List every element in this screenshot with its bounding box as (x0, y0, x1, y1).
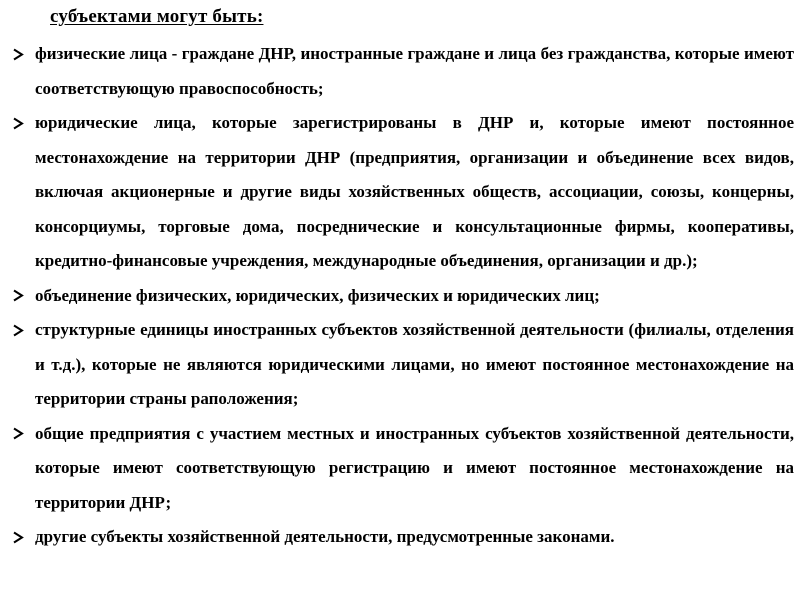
arrowhead-bullet-icon (10, 279, 26, 314)
list-item (0, 417, 800, 521)
section-heading: субъектами могут быть: (50, 6, 264, 27)
list-item-text: структурные единицы иностранных субъектов хозяйственной деятельности (филиалы, отделения и т.д.), которые не являются юридическими лицами, но имеют постоянное местонахождение на территории страны раположения; (35, 320, 794, 408)
list-item-text: физические лица - граждане ДНР, иностранные граждане и лица без гражданства, которые имеют соответствующую правоспособность; (35, 44, 794, 98)
list-item-text: общие предприятия с участием местных и иностранных субъектов хозяйственной деятельности, которые имеют соответствующую регистрацию и имеют постоянное местонахождение на территории ДНР; (35, 423, 794, 512)
arrowhead-bullet-icon (10, 106, 26, 141)
list-item (0, 520, 800, 555)
arrowhead-bullet-icon (10, 37, 26, 72)
arrowhead-bullet-icon (10, 417, 26, 452)
arrowhead-bullet-icon (10, 313, 26, 348)
list-item-text: объединение физических, юридических, физических и юридических лиц; (35, 285, 600, 305)
list-item-text: юридические лица, которые зарегистрированы в ДНР и, которые имеют постоянное местонахождение на территории ДНР (предприятия, организации и объединение всех видов, включая акционерные и другие виды хозяйственных обществ, ассоциации, союзы, концерны, консорциумы, торговые дома, посреднические и консультационные фирмы, кооперативы, кредитно-финансовые учреждения, международные объединения, организации и др.); (35, 113, 794, 270)
subjects-list (0, 37, 800, 555)
arrowhead-bullet-icon (10, 520, 26, 555)
list-item (0, 106, 800, 279)
list-item (0, 37, 800, 106)
list-item (0, 313, 800, 417)
list-item-text: другие субъекты хозяйственной деятельности, предусмотренные законами. (35, 527, 615, 546)
list-item (0, 279, 800, 314)
